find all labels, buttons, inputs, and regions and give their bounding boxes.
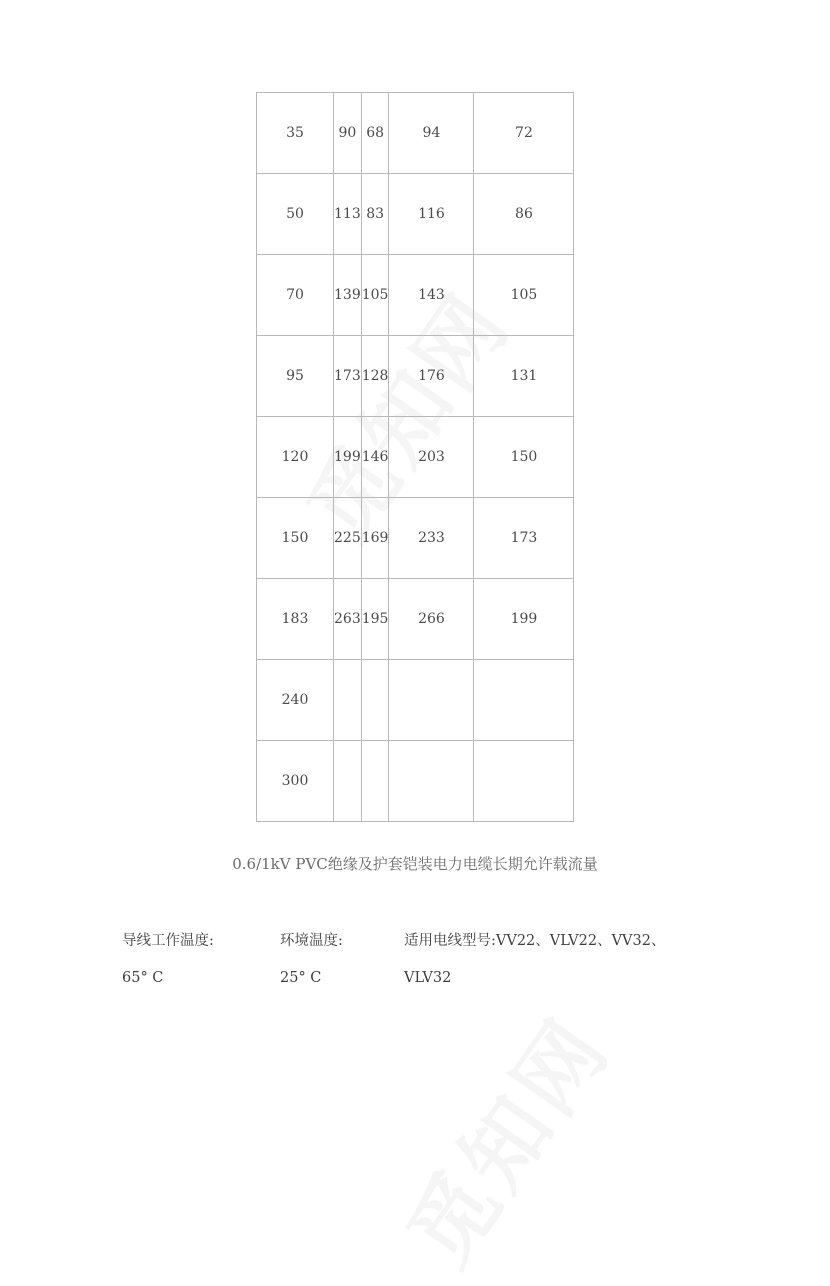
cell-value: 105: [361, 255, 389, 336]
cell-value: 128: [361, 336, 389, 417]
cell-value: 72: [474, 93, 574, 174]
cell-value: 199: [334, 417, 362, 498]
cell-value: 169: [361, 498, 389, 579]
models-line-1: 适用电线型号:VV22、VLV22、VV32、: [404, 933, 666, 949]
cell-value: [334, 741, 362, 822]
cell-value: 94: [389, 93, 474, 174]
ambient-temp-value: 25° C: [280, 970, 322, 986]
table-caption: 0.6/1kV PVC绝缘及护套铠装电力电缆长期允许载流量: [232, 855, 598, 873]
cell-value: 113: [334, 174, 362, 255]
cell-value: [389, 660, 474, 741]
cell-value: 90: [334, 93, 362, 174]
table-row: [257, 417, 574, 498]
cell-value: [334, 660, 362, 741]
cell-value: [361, 660, 389, 741]
cell-value: 176: [389, 336, 474, 417]
cell-section: 70: [257, 255, 334, 336]
models-line-2: VLV32: [404, 970, 452, 986]
table-row: [257, 255, 574, 336]
cell-value: 143: [389, 255, 474, 336]
table-row: [257, 579, 574, 660]
cell-value: [361, 741, 389, 822]
table-row: [257, 174, 574, 255]
cell-section: 35: [257, 93, 334, 174]
cell-section: 183: [257, 579, 334, 660]
table-row: [257, 660, 574, 741]
cell-value: 203: [389, 417, 474, 498]
cell-value: 150: [474, 417, 574, 498]
cell-section: 95: [257, 336, 334, 417]
table-row: [257, 336, 574, 417]
table-row: [257, 498, 574, 579]
cell-section: 150: [257, 498, 334, 579]
ampacity-table: [256, 92, 574, 822]
cell-value: [389, 741, 474, 822]
cell-value: 173: [474, 498, 574, 579]
cell-value: 263: [334, 579, 362, 660]
cell-value: 68: [361, 93, 389, 174]
cell-value: 173: [334, 336, 362, 417]
cell-section: 240: [257, 660, 334, 741]
ambient-temp-label: 环境温度:: [280, 933, 343, 949]
table-row: [257, 741, 574, 822]
cell-value: 116: [389, 174, 474, 255]
cell-value: [474, 741, 574, 822]
cell-value: 105: [474, 255, 574, 336]
cell-value: 233: [389, 498, 474, 579]
cell-section: 300: [257, 741, 334, 822]
cell-value: 266: [389, 579, 474, 660]
table-row: [257, 93, 574, 174]
cell-value: 86: [474, 174, 574, 255]
watermark-bottom: [373, 988, 633, 1285]
conductor-temp-label: 导线工作温度:: [122, 933, 214, 949]
cell-value: 199: [474, 579, 574, 660]
cell-value: [474, 660, 574, 741]
cell-section: 120: [257, 417, 334, 498]
cell-value: 139: [334, 255, 362, 336]
cell-value: 195: [361, 579, 389, 660]
cell-section: 50: [257, 174, 334, 255]
cell-value: 146: [361, 417, 389, 498]
cell-value: 225: [334, 498, 362, 579]
conductor-temp-value: 65° C: [122, 970, 164, 986]
cell-value: 83: [361, 174, 389, 255]
cell-value: 131: [474, 336, 574, 417]
